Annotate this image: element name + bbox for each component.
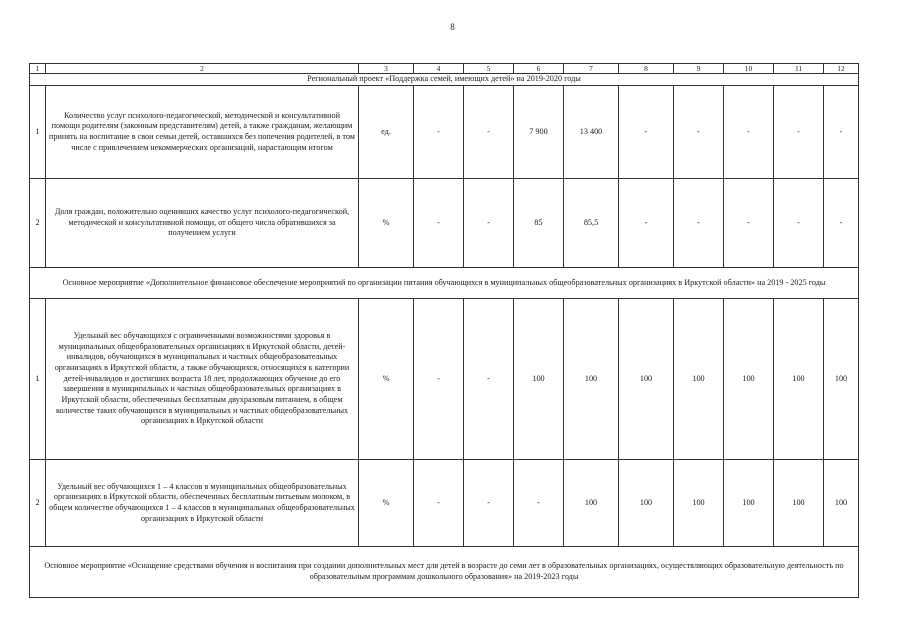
value-cell: 85,5 [564, 179, 619, 268]
value-cell: 100 [774, 460, 824, 547]
table-row [30, 86, 859, 179]
column-header: 4 [414, 64, 464, 74]
value-cell: 100 [619, 460, 674, 547]
value-cell: 13 400 [564, 86, 619, 179]
value-cell: - [464, 460, 514, 547]
unit-cell: % [359, 460, 414, 547]
column-header: 2 [46, 64, 359, 74]
table-row [30, 299, 859, 460]
section-title: Региональный проект «Поддержка семей, имеющих детей» на 2019-2020 годы [30, 74, 859, 86]
table-row [30, 460, 859, 547]
value-cell: - [464, 179, 514, 268]
value-cell: 100 [724, 460, 774, 547]
value-cell: 100 [564, 460, 619, 547]
value-cell: - [464, 299, 514, 460]
row-number: 1 [30, 299, 46, 460]
column-header: 8 [619, 64, 674, 74]
value-cell: - [674, 86, 724, 179]
page-number: 8 [450, 22, 455, 32]
column-header: 11 [774, 64, 824, 74]
unit-cell: ед. [359, 86, 414, 179]
value-cell: - [514, 460, 564, 547]
column-header: 10 [724, 64, 774, 74]
value-cell: 100 [824, 460, 859, 547]
table-row [30, 179, 859, 268]
value-cell: 100 [619, 299, 674, 460]
value-cell: 100 [514, 299, 564, 460]
row-number: 1 [30, 86, 46, 179]
value-cell: 100 [724, 299, 774, 460]
section-title-row [30, 74, 859, 86]
section-title: Основное мероприятие «Оснащение средствами обучения и воспитания при создании дополнительных мест для детей в возрасте до семи лет в образовательных организациях, осуществляющих образовательную деятельность по образовательным программам дошкольного образования» на 2019-2023 годы [30, 547, 859, 598]
value-cell: 100 [564, 299, 619, 460]
column-header: 7 [564, 64, 619, 74]
unit-cell: % [359, 179, 414, 268]
value-cell: - [824, 86, 859, 179]
column-header: 12 [824, 64, 859, 74]
value-cell: 7 900 [514, 86, 564, 179]
indicator-text: Количество услуг психолого-педагогической, методической и консультативной помощи родителям (законным представителям) детей, а также гражданам, желающим принять на воспитание в свои семьи детей, оставшихся без попечения родителей, в том числе с привлечением некоммерческих организаций, нарастающим итогом [46, 86, 359, 179]
unit-cell: % [359, 299, 414, 460]
column-header: 9 [674, 64, 724, 74]
value-cell: - [674, 179, 724, 268]
column-header: 6 [514, 64, 564, 74]
column-header: 3 [359, 64, 414, 74]
value-cell: - [724, 86, 774, 179]
value-cell: - [774, 179, 824, 268]
indicators-table [29, 63, 859, 598]
value-cell: - [824, 179, 859, 268]
row-number: 2 [30, 179, 46, 268]
column-header: 5 [464, 64, 514, 74]
value-cell: - [619, 179, 674, 268]
value-cell: 100 [674, 460, 724, 547]
column-header: 1 [30, 64, 46, 74]
value-cell: 100 [824, 299, 859, 460]
row-number: 2 [30, 460, 46, 547]
value-cell: - [464, 86, 514, 179]
section-title-row [30, 547, 859, 598]
indicator-text: Удельный вес обучающихся 1 – 4 классов в муниципальных общеобразовательных организациях в Иркутской области, обеспеченных бесплатным питьевым молоком, в общем количестве обучающихся 1 – 4 классов в муниципальных общеобразовательных организациях в Иркутской области [46, 460, 359, 547]
column-number-row [30, 64, 859, 74]
value-cell: - [414, 460, 464, 547]
value-cell: - [414, 179, 464, 268]
value-cell: - [414, 86, 464, 179]
value-cell: 100 [774, 299, 824, 460]
section-title: Основное мероприятие «Дополнительное финансовое обеспечение мероприятий по организации питания обучающихся в муниципальных общеобразовательных организациях в Иркутской области» на 2019 - 2025 годы [30, 268, 859, 299]
value-cell: 100 [674, 299, 724, 460]
value-cell: - [774, 86, 824, 179]
indicator-text: Удельный вес обучающихся с ограниченными возможностями здоровья в муниципальных общеобразовательных организациях в Иркутской области, детей-инвалидов, обучающихся в муниципальных и частных общеобразовательных организациях в Иркутской области, а также обучающихся, относящихся к категории детей-инвалидов и достигших возраста 18 лет, продолжающих обучение до его завершения в муниципальных и частных общеобразовательных организациях в Иркутской области, обеспеченных бесплатным двухразовым питанием, в общем количестве таких обучающихся в муниципальных и частных общеобразовательных организациях в Иркутской области [46, 299, 359, 460]
value-cell: - [414, 299, 464, 460]
indicator-text: Доля граждан, положительно оценивших качество услуг психолого-педагогической, методической и консультативной помощи, от общего числа обратившихся за получением услуги [46, 179, 359, 268]
value-cell: - [724, 179, 774, 268]
value-cell: - [619, 86, 674, 179]
section-title-row [30, 268, 859, 299]
value-cell: 85 [514, 179, 564, 268]
